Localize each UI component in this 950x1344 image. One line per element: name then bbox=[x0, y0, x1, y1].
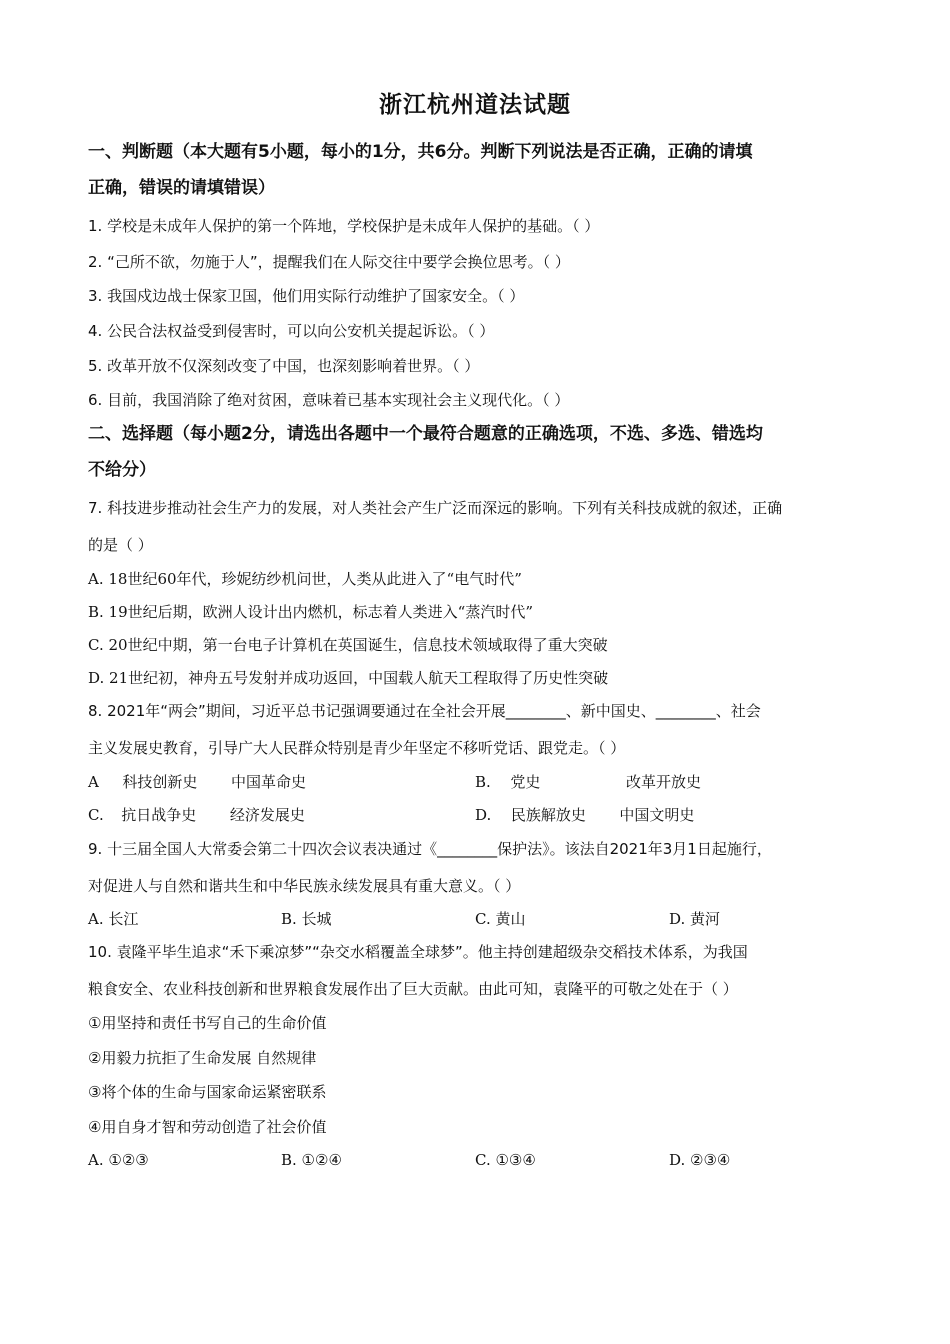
q8-option-b-first: 党史 bbox=[510, 773, 541, 791]
q8-option-d-first: 民族解放史 bbox=[510, 806, 586, 824]
q8-option-b-second: 改革开放史 bbox=[625, 773, 701, 791]
page-title: 浙江杭州道法试题 bbox=[379, 92, 571, 118]
q8-option-b bbox=[475, 771, 701, 792]
section2-heading bbox=[88, 416, 868, 488]
judgment-6: 6. 目前，我国消除了绝对贫困，意味着已基本实现社会主义现代化。（ ） bbox=[88, 391, 570, 409]
q9-option-d: D. 黄河 bbox=[669, 910, 721, 928]
q8-option-a bbox=[88, 771, 306, 792]
q8-stem-line2: 主义发展史教育，引导广大人民群众特别是青少年坚定不移听党话、跟党走。（ ） bbox=[88, 739, 626, 757]
q9-stem-line2: 对促进人与自然和谐共生和中华民族永续发展具有重大意义。（ ） bbox=[88, 877, 521, 895]
section2-heading-line2: 不给分） bbox=[88, 460, 156, 480]
q10-option-d: D. ②③④ bbox=[669, 1151, 731, 1169]
q7-option-a: A. 18世纪60年代，珍妮纺纱机问世，人类从此进入了“电气时代” bbox=[88, 570, 522, 588]
q10-statement-1: ①用坚持和责任书写自己的生命价值 bbox=[88, 1014, 327, 1032]
judgment-3: 3. 我国戍边战士保家卫国，他们用实际行动维护了国家安全。（ ） bbox=[88, 287, 525, 305]
q8-option-c-letter: C. bbox=[88, 806, 104, 824]
q10-option-b: B. ①②④ bbox=[281, 1151, 342, 1169]
q7-option-b: B. 19世纪后期，欧洲人设计出内燃机，标志着人类进入“蒸汽时代” bbox=[88, 603, 533, 621]
section1-heading-line2: 正确，错误的请填错误） bbox=[88, 178, 275, 198]
q9-option-c: C. 黄山 bbox=[475, 910, 526, 928]
q8-option-c-second: 经济发展史 bbox=[229, 806, 305, 824]
section1-heading bbox=[88, 134, 868, 206]
section1-heading-line1: 一、判断题（本大题有5小题，每小的1分，共6分。判断下列说法是否正确，正确的请填 bbox=[88, 142, 753, 162]
q8-option-a-first: 科技创新史 bbox=[122, 773, 198, 791]
q9-option-a: A. 长江 bbox=[88, 910, 139, 928]
q7-stem-line2: 的是（ ） bbox=[88, 536, 153, 554]
q7-stem-line1: 7. 科技进步推动社会生产力的发展，对人类社会产生广泛而深远的影响。下列有关科技成就的叙述，正确 bbox=[88, 499, 783, 517]
q10-statement-3: ③将个体的生命与国家命运紧密联系 bbox=[88, 1083, 327, 1101]
q8-option-d-letter: D. bbox=[475, 806, 492, 824]
q8-stem-line1: 8. 2021年“两会”期间，习近平总书记强调要通过在全社会开展________、新中国史、________、社会 bbox=[88, 702, 761, 720]
q8-option-b-letter: B. bbox=[475, 773, 491, 791]
q8-option-d-second: 中国文明史 bbox=[619, 806, 695, 824]
judgment-4: 4. 公民合法权益受到侵害时，可以向公安机关提起诉讼。（ ） bbox=[88, 322, 495, 340]
q10-option-a: A. ①②③ bbox=[88, 1151, 149, 1169]
q9-option-b: B. 长城 bbox=[281, 910, 332, 928]
q10-option-c: C. ①③④ bbox=[475, 1151, 536, 1169]
q7-option-c: C. 20世纪中期，第一台电子计算机在英国诞生，信息技术领域取得了重大突破 bbox=[88, 636, 608, 654]
judgment-2: 2. “己所不欲，勿施于人”，提醒我们在人际交往中要学会换位思考。（ ） bbox=[88, 253, 570, 271]
q8-option-a-second: 中国革命史 bbox=[230, 773, 306, 791]
section2-heading-line1: 二、选择题（每小题2分，请选出各题中一个最符合题意的正确选项，不选、多选、错选均 bbox=[88, 424, 763, 444]
q8-option-d bbox=[475, 804, 694, 825]
q9-stem-line1: 9. 十三届全国人大常委会第二十四次会议表决通过《________保护法》。该法自2021年3月1日起施行， bbox=[88, 840, 772, 858]
q10-statement-4: ④用自身才智和劳动创造了社会价值 bbox=[88, 1118, 327, 1136]
q10-stem-line2: 粮食安全、农业科技创新和世界粮食发展作出了巨大贡献。由此可知，袁隆平的可敬之处在于（ ） bbox=[88, 980, 738, 998]
q8-option-c-first: 抗日战争史 bbox=[121, 806, 197, 824]
q7-option-d: D. 21世纪初，神舟五号发射并成功返回，中国载人航天工程取得了历史性突破 bbox=[88, 669, 609, 687]
q8-option-c bbox=[88, 804, 305, 825]
judgment-5: 5. 改革开放不仅深刻改变了中国，也深刻影响着世界。（ ） bbox=[88, 357, 480, 375]
q10-stem-line1: 10. 袁隆平毕生追求“禾下乘凉梦”“杂交水稻覆盖全球梦”。他主持创建超级杂交稻技术体系，为我国 bbox=[88, 943, 748, 961]
judgment-1: 1. 学校是未成年人保护的第一个阵地，学校保护是未成年人保护的基础。（ ） bbox=[88, 217, 600, 235]
q10-statement-2: ②用毅力抗拒了生命发展 自然规律 bbox=[88, 1049, 317, 1067]
q8-option-a-letter: A bbox=[88, 773, 99, 791]
